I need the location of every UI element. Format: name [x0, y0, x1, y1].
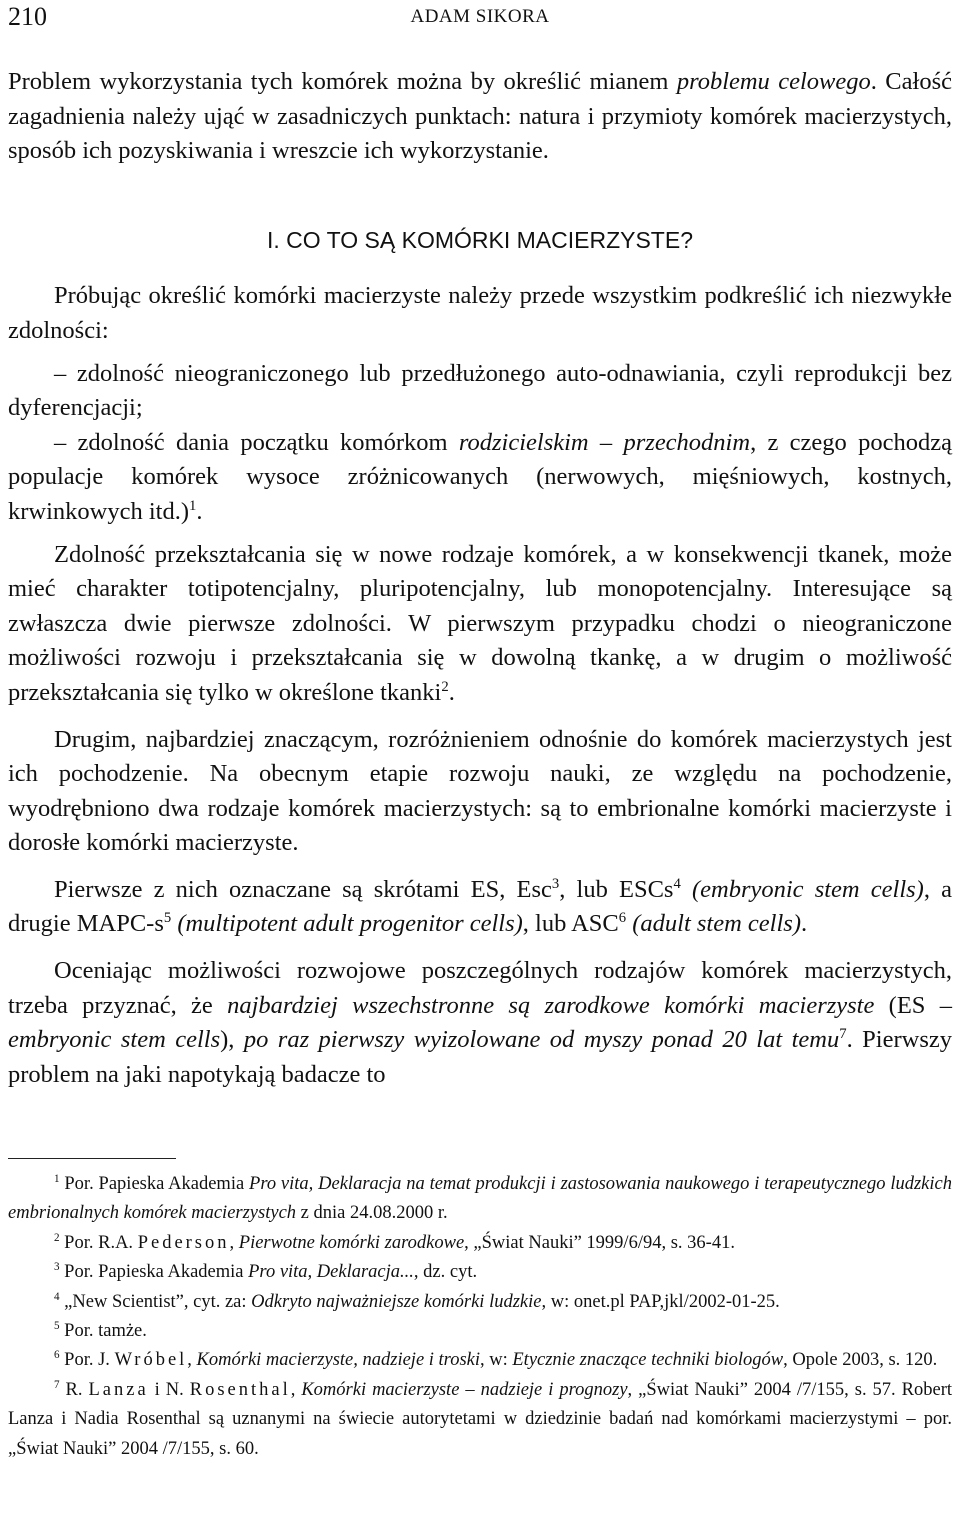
footnote-ref: 7 [839, 1026, 847, 1043]
text-run: , lub ESCs [559, 875, 674, 903]
paragraph-assessment [8, 954, 952, 1092]
text-run: , „Świat Nauki” 1999/6/94, s. 36-41. [464, 1232, 735, 1253]
footnote-ref: 5 [163, 910, 172, 927]
paragraph-origin: Drugim, najbardziej znaczącym, rozróżnieniem odnośnie do komórek macierzystych jest ich pochodzenie. Na obecnym etapie rozwoju nauki, ze względu na pochodzenie, wyodrębniono dwa rodzaje komórek macierzystych: są to embrionalne komórki macierzyste i dorosłe komórki macierzyste. [8, 725, 952, 857]
footnote-4 [8, 1288, 952, 1317]
text-run: (ES – [874, 991, 952, 1019]
page-number: 210 [8, 2, 47, 31]
text-run: , lub ASC [522, 910, 619, 938]
italic-run: rodzicielskim – przechodnim [458, 428, 751, 456]
footnote-ref: 4 [673, 875, 681, 892]
footnote-ref: 6 [618, 910, 627, 927]
italic-run: Komórki macierzyste – nadzieje i prognozy [301, 1379, 628, 1400]
text-run: Problem wykorzystania tych komórek można by określić mianem [8, 68, 677, 95]
footnote-ref: 1 [189, 497, 197, 514]
paragraph-definition: Próbując określić komórki macierzyste należy przede wszystkim podkreślić ich niezwykłe zdolności: [8, 282, 952, 344]
list-item-self-renewal: – zdolność nieograniczonego lub przedłużonego auto-odnawiania, czyli reprodukcji bez dyferencjacji; [8, 359, 952, 422]
text-run: R. [59, 1379, 89, 1400]
text-run: . [801, 910, 808, 938]
footnote-number: 6 [54, 1349, 60, 1362]
text-run: „New Scientist”, cyt. za: [59, 1291, 252, 1312]
italic-run: Odkryto najważniejsze komórki ludzkie [251, 1291, 542, 1312]
footnote-number: 2 [54, 1231, 60, 1244]
footnote-number: 3 [54, 1261, 60, 1274]
footnote-5 [8, 1317, 952, 1346]
text-run: . [196, 497, 203, 525]
footnote-2 [8, 1229, 952, 1258]
footnote-1 [8, 1170, 952, 1229]
section-heading: I. CO TO SĄ KOMÓRKI MACIERZYSTE? [266, 226, 693, 253]
italic-run: Pro vita, Deklaracja na temat produkcji i zastosowania naukowego i terapeutycznego ludzkich embrionalnych komórek macierzystych [8, 1174, 952, 1224]
text-run: Pierwsze z nich oznaczane są skrótami ES, Esc [54, 875, 552, 903]
paragraph-intro [8, 65, 952, 169]
footnote-number: 7 [54, 1378, 60, 1391]
footnote-number: 1 [54, 1172, 60, 1185]
italic-run: embryonic stem cells [8, 1026, 221, 1054]
italic-run: (adult stem cells) [626, 910, 801, 938]
footnote-number: 4 [54, 1290, 60, 1303]
footnote-number: 5 [54, 1319, 60, 1332]
italic-run: najbardziej wszechstronne są zarodkowe komórki macierzyste [227, 991, 875, 1019]
author-name: Wróbel [114, 1350, 188, 1371]
italic-run: po raz pierwszy wyizolowane od myszy ponad 20 lat temu [243, 1026, 840, 1054]
footnote-ref: 3 [551, 875, 560, 892]
footnote-6 [8, 1346, 952, 1375]
text-run: , „Świat Nauki” 2004 /7/155, s. 57. Robert Lanza i Nadia Rosenthal są uznanymi na świecie autorytetami w dziedzinie badań nad komórkami macierzystymi – por. „Świat Nauki” 2004 /7/155, s. 60. [8, 1379, 953, 1459]
text-run: . [448, 678, 455, 706]
text-run: , z czego pochodzą populacje komórek wysoce zróżnicowanych (nerwowych, mięśniowych, kostnych, krwinkowych itd.) [8, 428, 952, 525]
footnote-ref: 2 [441, 678, 449, 695]
text-run: . Pierwszy problem na jaki napotykają badacze to [8, 1026, 952, 1088]
footnote-3 [8, 1258, 952, 1287]
text-run: z dnia 24.08.2000 r. [296, 1203, 448, 1224]
italic-run: problemu celowego [676, 68, 871, 95]
text-run: , [229, 1232, 239, 1253]
text-run: , [187, 1350, 197, 1371]
footnotes [8, 1170, 952, 1464]
text-run: Por. Papieska Akademia [59, 1174, 250, 1194]
text-run: , dz. cyt. [413, 1262, 478, 1283]
text-run: , [290, 1379, 302, 1400]
italic-run: Pro vita, Deklaracja... [248, 1262, 414, 1283]
footnote-7 [8, 1376, 952, 1464]
text-run: , w: [480, 1350, 513, 1371]
text-run: Por. R.A. [59, 1232, 138, 1253]
list-item-differentiation [8, 426, 952, 530]
paragraph-abbreviations [8, 873, 952, 942]
text-run: , w: onet.pl PAP,jkl/2002-01-25. [541, 1291, 780, 1312]
italic-run: Komórki macierzyste, nadzieje i troski [196, 1350, 480, 1371]
body-text [8, 65, 952, 1092]
italic-run: Pierwotne komórki zarodkowe [238, 1232, 465, 1253]
author-name: Lanza [88, 1379, 149, 1400]
text-run: Por. tamże. [59, 1321, 147, 1342]
text-run: Zdolność przekształcania się w nowe rodzaje komórek, a w konsekwencji tkanek, może mieć charakter totipotencjalny, pluripotencjalny, lub monopotencjalny. Interesujące są zwłaszcza dwie pierwsze zdolności. W pierwszym przypadku chodzi o nieograniczone możliwości rozwoju i przekształcania się w dowolną tkankę, a w drugim o możliwość przekształcania się tylko w określone tkanki [8, 540, 952, 706]
text-run: , Opole 2003, s. 120. [783, 1350, 938, 1371]
italic-run: Etycznie znaczące techniki biologów [512, 1350, 784, 1371]
paragraph-potency [8, 538, 952, 711]
italic-run: (embryonic stem cells) [680, 875, 924, 903]
text-run: ), [220, 1026, 244, 1054]
running-title: ADAM SIKORA [410, 6, 550, 27]
text-run: , a drugie MAPC-s [8, 875, 953, 938]
running-head [8, 2, 952, 32]
text-run: Por. Papieska Akademia [59, 1262, 249, 1283]
author-name: Pederson [137, 1232, 230, 1253]
text-run: – zdolność dania początku komórkom [54, 428, 459, 456]
italic-run: (multipotent adult progenitor cells) [171, 910, 523, 938]
author-name: Rosenthal [189, 1379, 291, 1400]
text-run: . Całość zagadnienia należy ująć w zasadniczych punktach: natura i przymioty komórek macierzystych, sposób ich pozyskiwania i wreszcie ich wykorzystanie. [8, 68, 952, 165]
text-run: i N. [148, 1379, 190, 1400]
text-run: Oceniając możliwości rozwojowe poszczególnych rodzajów komórek macierzystych, trzeba przyznać, że [8, 957, 952, 1019]
footnote-divider [8, 1158, 176, 1159]
text-run: Por. J. [59, 1350, 115, 1371]
